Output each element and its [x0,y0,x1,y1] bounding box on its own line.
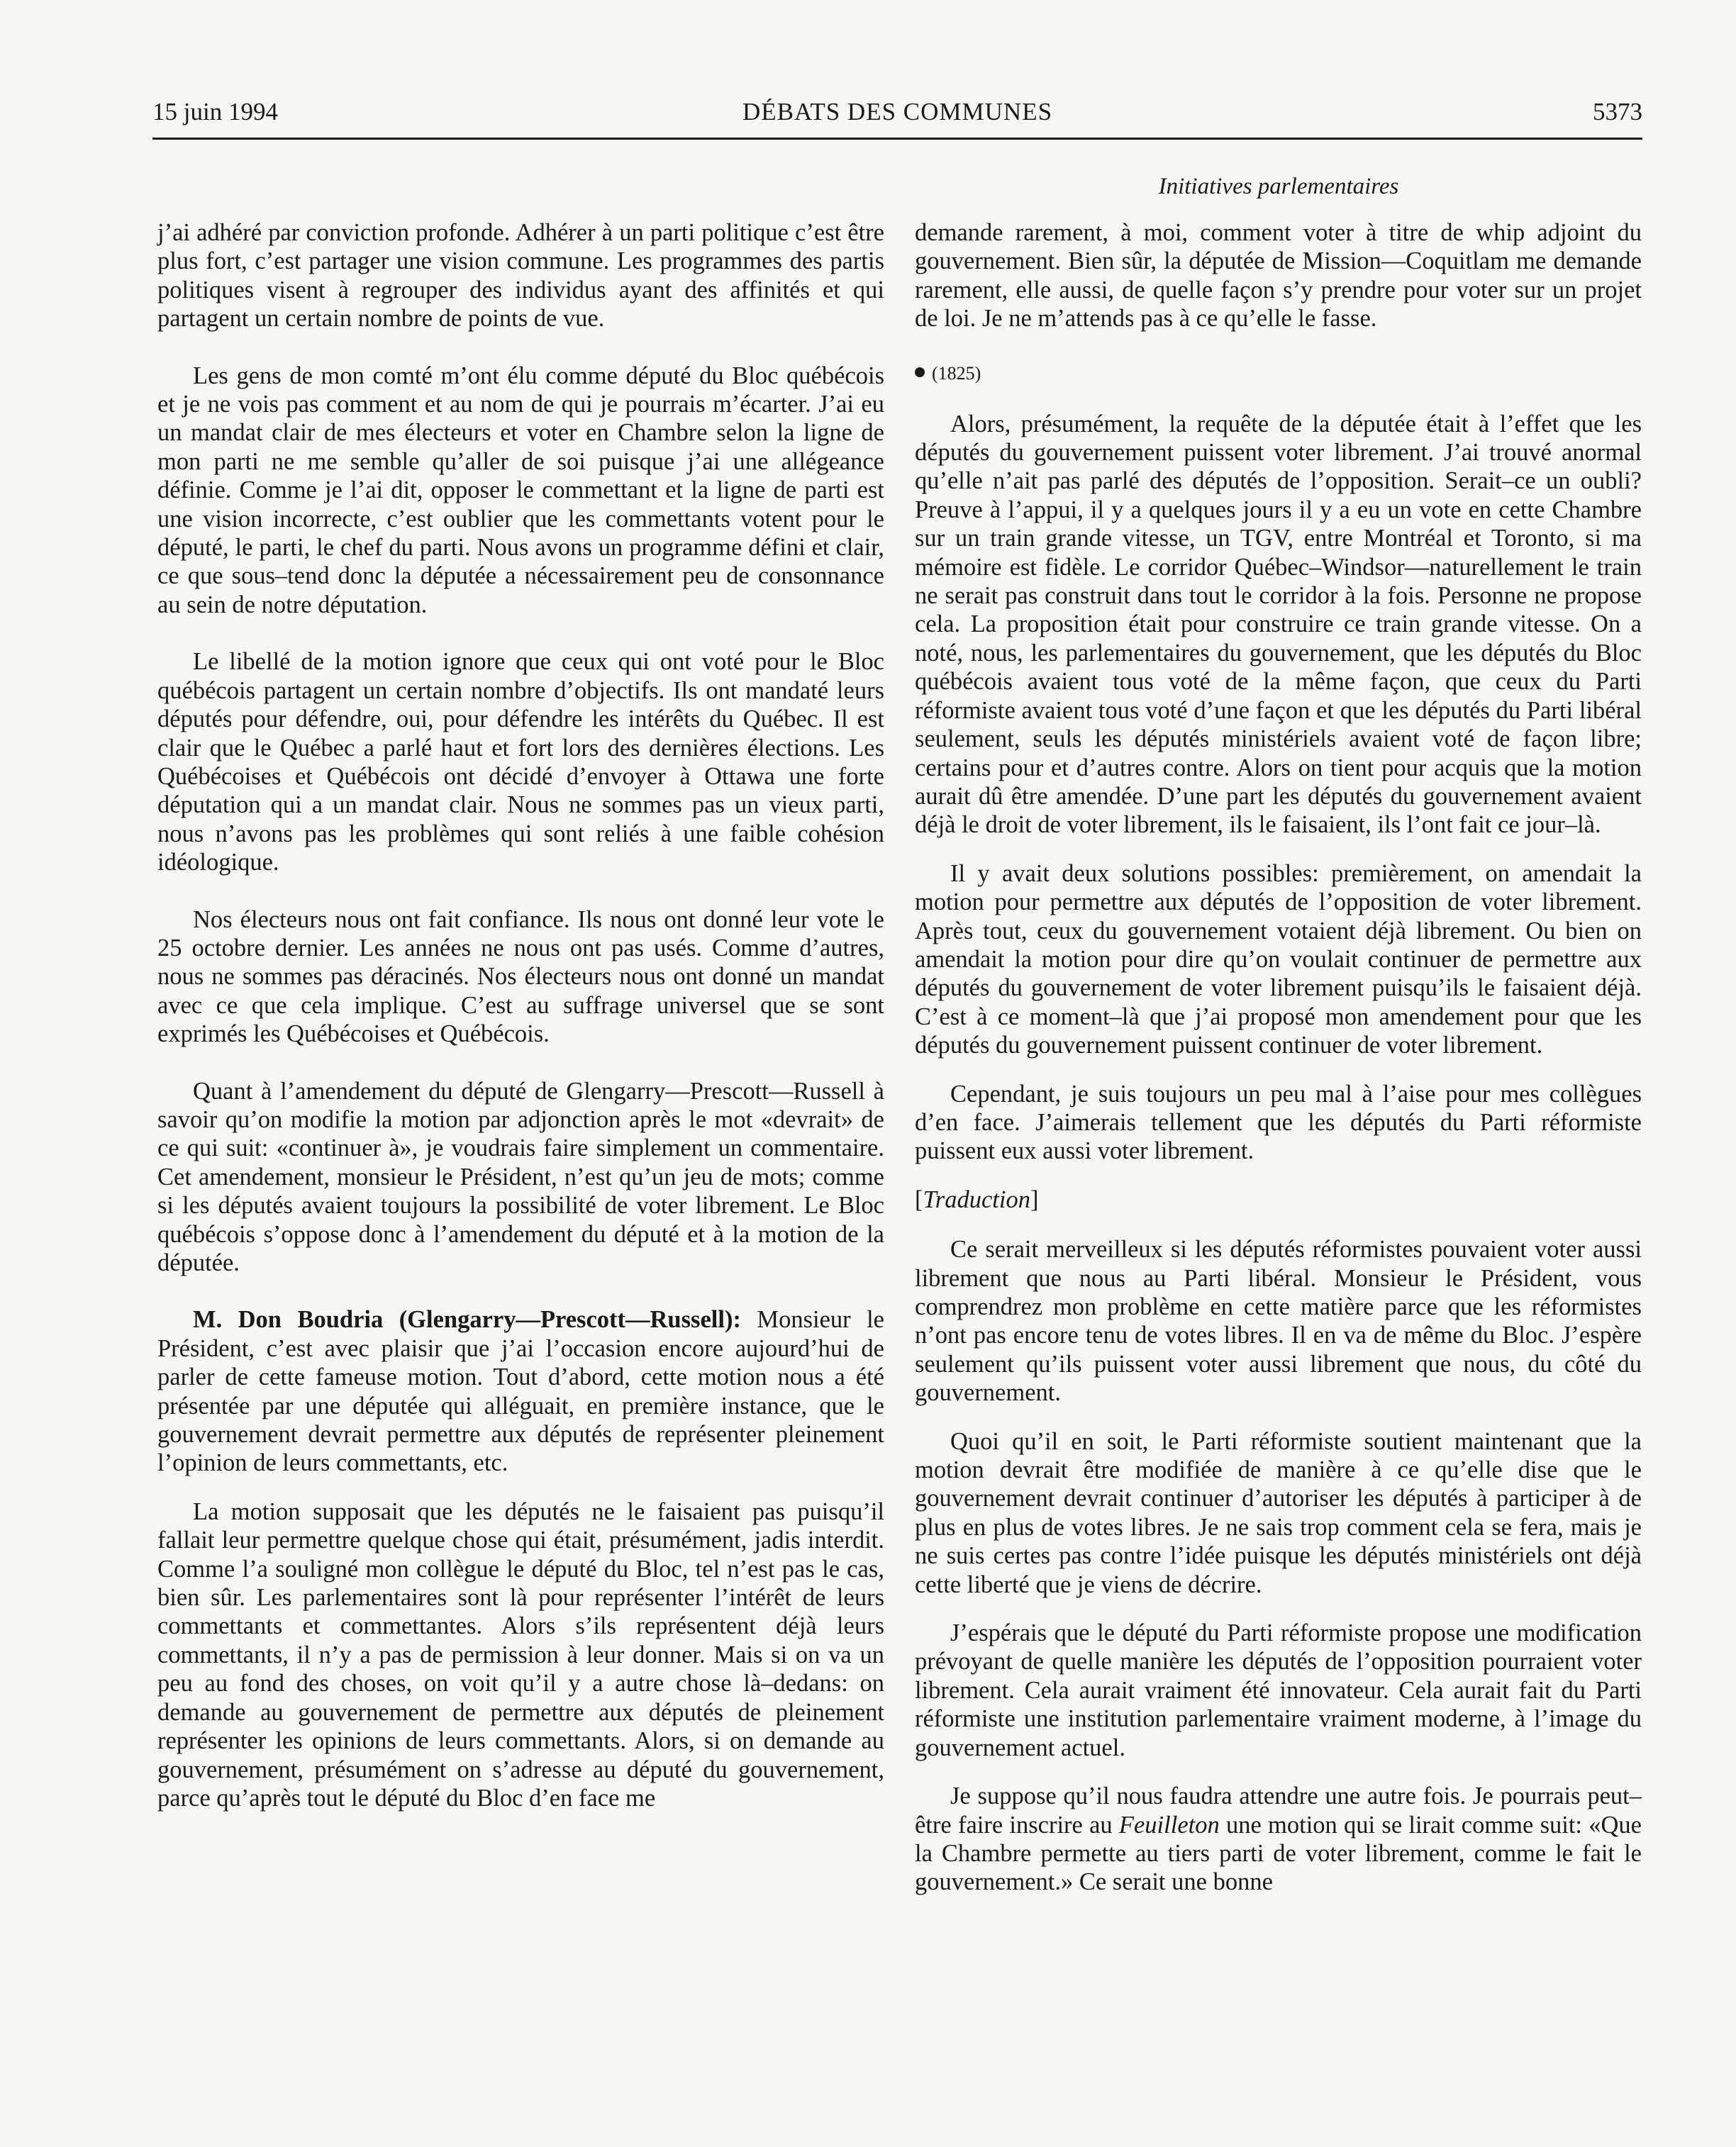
paragraph: Quant à l’amendement du député de Glengarry—Prescott—Russell à savoir qu’on modifie la motion par adjonction après le mot «devrait» de ce qui suit: «continuer à», je voudrais faire simplement un commentaire. Cet amendement, monsieur le Président, n’est qu’un jeu de mots; comme si les députés avaient toujours la possibilité de voter librement. Le Bloc québécois s’oppose donc à l’amendement du député et à la motion de la députée. [157,1077,884,1276]
speaker-name: M. Don Boudria (Glengarry—Prescott—Russell): [193,1306,741,1334]
right-column [915,218,1642,1925]
speaker-paragraph [157,1305,884,1477]
paragraph: Nos électeurs nous ont fait confiance. Ils nous ont donné leur vote le 25 octobre dernier. Les années ne nous ont pas usés. Comme d’autres, nous ne sommes pas déracinés. Nos électeurs nous ont donné un mandat avec ce que cela implique. C’est au suffrage universel que se sont exprimés les Québécoises et Québécois. [157,905,884,1048]
speech-text: Monsieur le Président, c’est avec plaisir que j’ai l’occasion encore aujourd’hui de parler de cette fameuse motion. Tout d’abord, cette motion nous a été présentée par une députée qui alléguait, en première instance, que le gouvernement devrait permettre aux députés de représenter pleinement l’opinion de leurs commettants, etc. [157,1306,884,1477]
italic-text-run: Feuilleton [1118,1811,1220,1839]
paragraph: Le libellé de la motion ignore que ceux qui ont voté pour le Bloc québécois partagent un certain nombre d’objectifs. Ils ont mandaté leurs députés pour défendre, oui, pour défendre les intérêts du Québec. Il est clair que le Québec a parlé haut et fort lors des dernières élections. Les Québécoises et Québécois ont décidé d’envoyer à Ottawa une forte députation qui a un mandat clair. Nous ne sommes pas un vieux parti, nous n’avons pas les problèmes qui sont reliés à une faible cohésion idéologique. [157,648,884,876]
text-run: Je suppose qu’il nous faudra attendre une autre fois. Je pourrais peut–être faire inscrire au [915,1783,1642,1839]
header-rule [152,138,1642,140]
paragraph: La motion supposait que les députés ne le faisaient pas puisqu’il fallait leur permettre quelque chose qui était, présumément, jadis interdit. Comme l’a souligné mon collègue le député du Bloc, tel n’est pas le cas, bien sûr. Les parlementaires sont là pour représenter l’intérêt de leurs commettants et commettantes. Alors s’ils représentent déjà leurs commettants, il n’y a pas de permission à leur donner. Mais si on va un peu au fond des choses, on voit qu’il y a autre chose là–dedans: on demande au gouvernement de permettre aux députés de pleinement représenter les opinions de leurs commettants. Alors, si on demande au gouvernement, présumément on s’adresse au député du gouvernement, parce qu’après tout le député du Bloc d’en face me [157,1498,884,1812]
paragraph: demande rarement, à moi, comment voter à titre de whip adjoint du gouvernement. Bien sûr, la députée de Mission—Coquitlam me demande rarement, elle aussi, de quelle façon s’y prendre pour voter sur un projet de loi. Je ne m’attends pas à ce qu’elle le fasse. [915,219,1642,333]
header-title: DÉBATS DES COMMUNES [742,98,1053,126]
bullet-icon [915,367,925,377]
paragraph: Ce serait merveilleux si les députés réformistes pouvaient voter aussi librement que nous au Parti libéral. Monsieur le Président, vous comprendrez mon problème en cette matière parce que les réformistes n’ont pas encore tenu de votes libres. Il en va de même du Bloc. J’espère seulement qu’ils puissent voter aussi librement que nous, du côté du gouvernement. [915,1236,1642,1407]
paragraph: Cependant, je suis toujours un peu mal à l’aise pour mes collègues d’en face. J’aimerais tellement que les députés du Parti réformiste puissent eux aussi voter librement. [915,1080,1642,1165]
left-column [157,218,884,1841]
paragraph: Alors, présumément, la requête de la députée était à l’effet que les députés du gouvernement puissent voter librement. J’ai trouvé anormal qu’elle n’ait pas parlé des députés de l’opposition. Serait–ce un oubli? Preuve à l’appui, il y a quelques jours il y a eu un vote en cette Chambre sur un train grande vitesse, un TGV, entre Montréal et Toronto, si ma mémoire est fidèle. Le corridor Québec–Windsor—naturellement le train ne serait pas construit dans tout le corridor à la fois. Personne ne propose cela. La proposition était pour construire ce train grande vitesse. On a noté, nous, les parlementaires du gouvernement, que les députés du Bloc québécois avaient tous voté de la même façon, que ceux du Parti réformiste avaient tous voté d’une façon et que les députés du Parti libéral seulement, seuls les députés ministériels avaient voté de façon libre; certains pour et d’autres contre. Alors on tient pour acquis que la motion aurait dû être amendée. D’une part les députés du gouvernement avaient déjà le droit de voter librement, ils le faisaient, ils l’ont fait ce jour–là. [915,410,1642,839]
time-marker-text: (1825) [932,362,981,384]
translation-label-text: Traduction [923,1186,1030,1213]
page-header [152,98,1642,135]
text-run: une motion qui se lirait comme suit: «Que la Chambre permette au tiers parti de voter librement, comme le fait le gouvernement.» Ce serait une bonne [915,1811,1642,1896]
page-number: 5373 [1593,98,1642,126]
time-marker [915,362,1642,386]
paragraph: J’espérais que le député du Parti réformiste propose une modification prévoyant de quelle manière les députés de l’opposition pourraient voter librement. Cela aurait vraiment été innovateur. Cela aurait fait du Parti réformiste une institution parlementaire vraiment moderne, à l’image du gouvernement actuel. [915,1619,1642,1761]
translation-label: [Traduction] [915,1186,1039,1213]
header-date: 15 juin 1994 [152,98,278,126]
paragraph [915,1782,1642,1897]
paragraph: Les gens de mon comté m’ont élu comme député du Bloc québécois et je ne vois pas comment et au nom de qui je pourrais m’écarter. J’ai eu un mandat clair de mes électeurs et voter en Chambre selon la ligne de mon parti ne me semble qu’aller de soi puisque j’ai une allégeance définie. Comme je l’ai dit, opposer le commettant et la ligne de parti est une vision incorrecte, c’est oublier que les commettants votent pour le député, le parti, le chef du parti. Nous avons un programme défini et clair, ce que sous–tend donc la députée a nécessairement peu de consonnance au sein de notre députation. [157,362,884,618]
paragraph: j’ai adhéré par conviction profonde. Adhérer à un parti politique c’est être plus fort, c’est partager une vision commune. Les programmes des partis politiques visent à regrouper des individus ayant des affinités et qui partagent un certain nombre de points de vue. [157,219,884,333]
paragraph: Il y avait deux solutions possibles: premièrement, on amendait la motion pour permettre aux députés de l’opposition de voter librement. Après tout, ceux du gouvernement votaient déjà librement. Ou bien on amendait la motion pour dire qu’on voulait continuer de permettre aux députés du gouvernement de voter librement puisqu’ils le faisaient déjà. C’est à ce moment–là que j’ai proposé mon amendement pour que les députés du gouvernement puissent continuer de voter librement. [915,859,1642,1059]
section-title: Initiatives parlementaires [1158,174,1399,199]
paragraph: Quoi qu’il en soit, le Parti réformiste soutient maintenant que la motion devrait être modifiée de manière à ce qu’elle dise que le gouvernement devrait continuer d’autoriser les députés à participer à de plus en plus de votes libres. Je ne sais trop comment cela se fera, mais je ne suis certes pas contre l’idée puisque les députés ministériels ont déjà cette liberté que je viens de décrire. [915,1427,1642,1598]
